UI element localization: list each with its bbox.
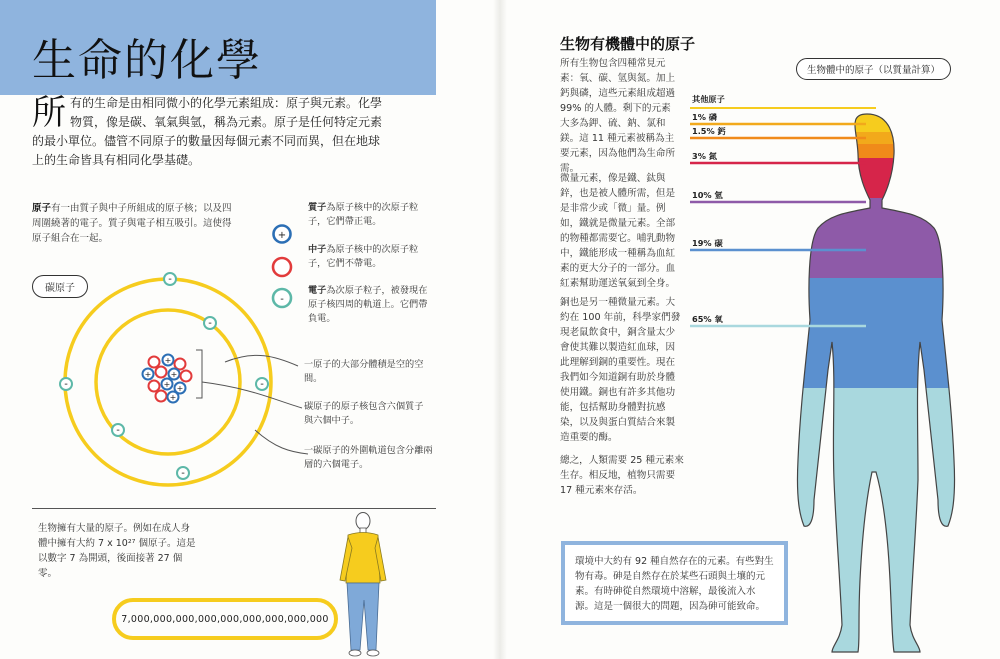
svg-text:-: - [181, 468, 185, 479]
annotation-orbits: 一碳原子的外圍軌道包含分離兩層的六個電子。 [304, 445, 433, 470]
paragraph-main-elements: 所有生物包含四種常見元素：氧、碳、氫與氮。加上鈣與磷，這些元素組成超過 99% 的人體。剩下的元素大多為鉀、硫、鈉、氯和鎂。這 11 種元素被稱為主要元素，因為他們為生命所需。 [560, 58, 676, 174]
arsenic-box: 環境中大約有 92 種自然存在的元素。有些對生物有毒。砷是自然存在於某些石頭與土壤的元素。有時砷從自然環境中溶解，最後流入水源。這是一個很大的問題，因為砷可能致命。 [561, 541, 788, 625]
legend-proton [308, 201, 430, 229]
svg-text:-: - [168, 274, 172, 285]
label-nitrogen: 3% 氮 [692, 151, 717, 161]
svg-text:+: + [163, 380, 171, 389]
intro-text: 有的生命是由相同微小的化學元素組成：原子與元素。化學物質，像是碳、氧氣與氫，稱為元素。原子是任何特定元素的最小單位。儘管不同原子的數量因每個元素不同而異，但在地球上的生命皆具有相同化學基礎。 [32, 96, 383, 167]
svg-text:+: + [169, 393, 177, 402]
atom-term: 原子 [32, 203, 52, 214]
label-phosphorus: 1% 磷 [692, 112, 717, 122]
nucleus [143, 355, 192, 403]
atom-description [32, 201, 232, 246]
label-carbon: 19% 碳 [692, 238, 723, 248]
atom-desc: 有一由質子與中子所組成的原子核；以及四周圍繞著的電子。質子與電子相互吸引。這使得原子組合在一起。 [32, 203, 232, 244]
proton-desc: 為原子核中的次原子粒子，它們帶正電。 [308, 202, 419, 227]
proton-term: 質子 [308, 202, 327, 213]
page-title: 生命的化學 [32, 35, 262, 86]
electron-term: 電子 [308, 285, 327, 296]
drop-cap: 所 [32, 93, 66, 133]
body-composition-figure [690, 80, 990, 659]
atom-count-text: 生物擁有大量的原子。例如在成人身體中擁有大約 7 x 10²⁷ 個原子。這是以數字 7 為開頭，後面接著 27 個零。 [38, 523, 196, 579]
intro-paragraph [32, 94, 384, 170]
page-gutter [493, 0, 507, 659]
paragraph-summary: 總之，人類需要 25 種元素來生存。相反地，植物只需要 17 種元素來存活。 [560, 455, 684, 496]
svg-text:-: - [116, 425, 120, 436]
electron-icon [60, 378, 72, 390]
big-number: 7,000,000,000,000,000,000,000,000,000 [112, 598, 338, 640]
carbon-atom-label: 碳原子 [32, 275, 88, 298]
svg-text:+: + [170, 370, 178, 379]
proton-symbol: + [277, 230, 287, 241]
electron-icon [256, 378, 268, 390]
annotation-empty-space: 一原子的大部分體積是空的空間。 [304, 359, 424, 384]
svg-text:-: - [260, 379, 264, 390]
paragraph-trace-elements: 微量元素，像是鐵、鈦與鋅，也是被人體所需，但是是非常少或「微」量。例如，鐵就是微量元素。全部的物種都需要它。哺乳動物中，鐵能形成一種稱為血紅素的更大分子的一部分。血紅素幫助運送氧氣到全身。 [560, 173, 676, 289]
neutron-term: 中子 [308, 244, 327, 255]
label-calcium: 1.5% 鈣 [692, 126, 726, 136]
paragraph-copper: 銅也是另一種微量元素。大約在 100 年前，科學家們發現老鼠飲食中，銅含量太少會使其難以製造紅血球，因此理解到銅的重要性。現在我們如今知道銅有助於身體使用鐵。銅也有許多其他功能，包括幫助身體對抗感染，以及與蛋白質結合來製造重要的酶。 [560, 297, 681, 443]
electron-icon [204, 317, 216, 329]
legend-neutron [308, 243, 430, 271]
electron-desc: 為次原子粒子，被發現在原子核四周的軌道上。它們帶負電。 [308, 285, 428, 324]
svg-text:+: + [164, 356, 172, 365]
carbon-atom-diagram [50, 270, 430, 510]
annotation-nucleus: 碳原子的原子核包含六個質子與六個中子。 [304, 401, 424, 426]
label-hydrogen: 10% 氫 [692, 190, 723, 200]
svg-text:+: + [176, 384, 184, 393]
svg-text:-: - [208, 318, 212, 329]
band-other [780, 110, 980, 132]
band-calcium [780, 144, 980, 158]
electron-icon [112, 424, 124, 436]
electron-icon [177, 467, 189, 479]
person-illustration [330, 508, 400, 659]
right-title: 生物有機體中的原子 [560, 35, 696, 53]
label-oxygen: 65% 氧 [692, 314, 723, 324]
band-carbon [780, 278, 980, 388]
label-other: 其他原子 [692, 94, 725, 104]
body-chart-label: 生物體中的原子（以質量計算） [796, 58, 951, 80]
electron-icon [164, 273, 176, 285]
svg-text:-: - [64, 379, 68, 390]
neutron-desc: 為原子核中的次原子粒子，它們不帶電。 [308, 244, 419, 269]
svg-text:+: + [144, 370, 152, 379]
electron-symbol: - [280, 294, 284, 305]
